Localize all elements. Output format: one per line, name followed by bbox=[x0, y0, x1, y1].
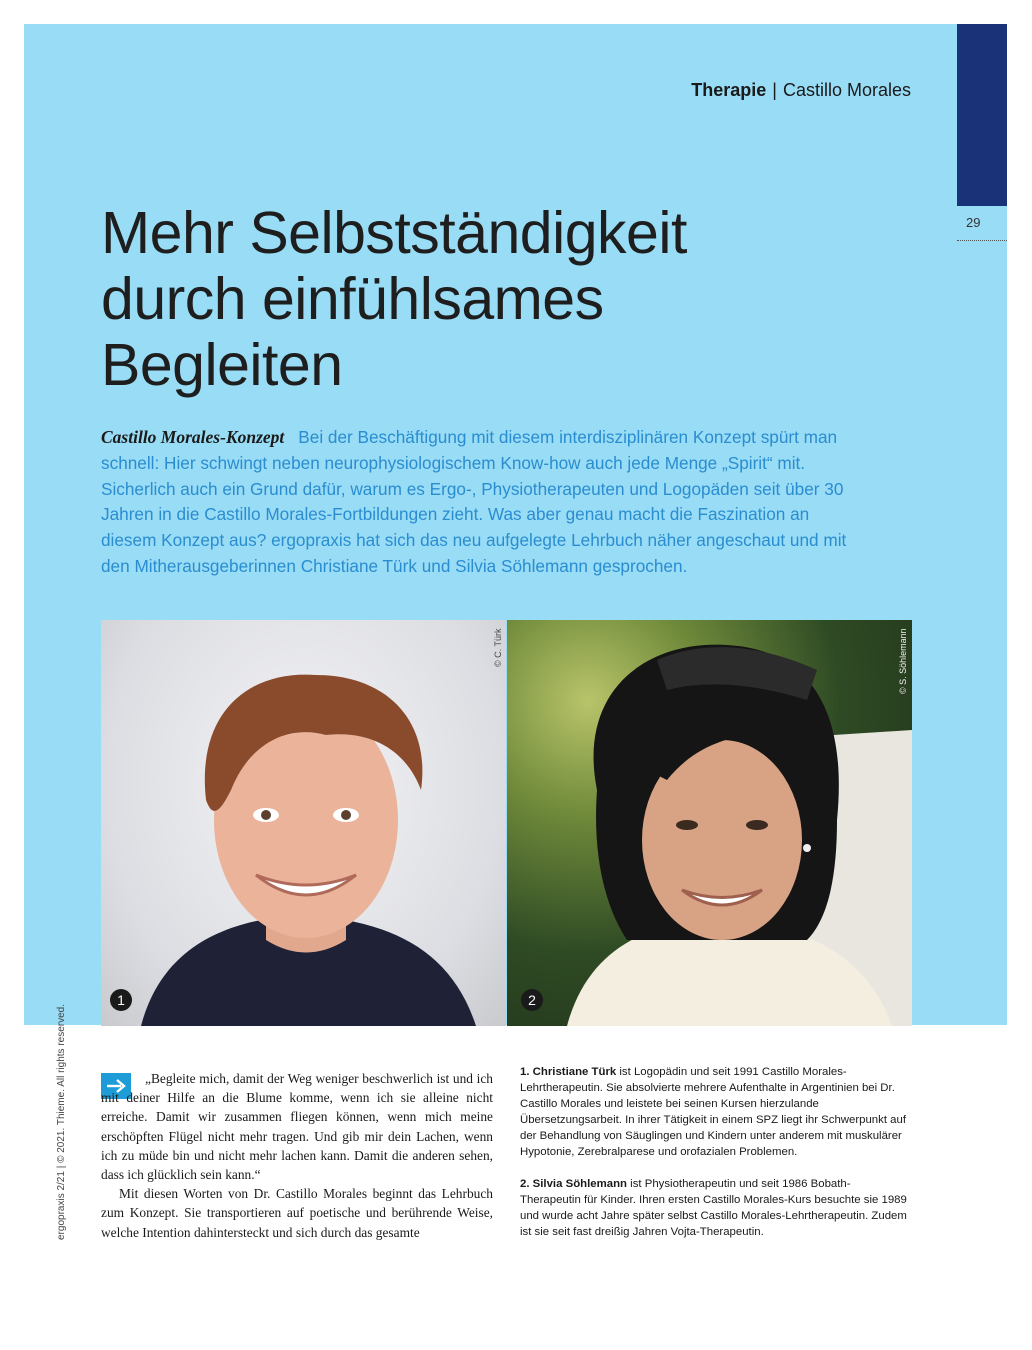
body-quote: „Begleite mich, damit der Weg weniger beschwerlich ist und ich mit deiner Hilfe an die Blume komme, wenn ich sie alleine nicht erreiche. Damit wir zusammen fliegen können, wenn mich meine erschöpften Flügel nicht mehr tragen. Und gib mir dein Lachen, wenn ich zu müde bin und nicht mehr lachen kann. Damit die anderen sehen, dass ich glücklich sein kann.“ bbox=[101, 1071, 493, 1183]
section-separator: | bbox=[772, 80, 777, 100]
section-label: Therapie bbox=[691, 80, 767, 100]
portrait-photo-silvia-sohlemann bbox=[507, 620, 912, 1026]
photo-number-badge-2: 2 bbox=[521, 989, 543, 1011]
article-kicker: Castillo Morales-Konzept bbox=[101, 427, 285, 447]
title-line-1: Mehr Selbstständigkeit bbox=[101, 200, 687, 266]
caption-2 bbox=[520, 1176, 910, 1240]
title-line-3: Begleiten bbox=[101, 332, 343, 398]
article-title bbox=[101, 200, 861, 398]
portrait-photo-christiane-turk bbox=[101, 620, 506, 1026]
photo-number-badge-1: 1 bbox=[110, 989, 132, 1011]
photo-credit-2: © S. Söhlemann bbox=[898, 628, 908, 694]
body-paragraph: Mit diesen Worten von Dr. Castillo Morales beginnt das Lehrbuch zum Konzept. Sie transportieren auf poetische und berührende Weise, welche Intention dahintersteckt und sich durch das gesamte bbox=[101, 1186, 493, 1240]
photo-credit-1: © C. Türk bbox=[493, 628, 503, 667]
section-header bbox=[691, 80, 911, 101]
caption-2-name: Silvia Söhlemann bbox=[532, 1178, 627, 1190]
section-color-tab bbox=[957, 24, 1007, 206]
portrait-illustration-1 bbox=[101, 620, 506, 1026]
caption-1-number: 1. bbox=[520, 1066, 530, 1078]
caption-1-name: Christiane Türk bbox=[532, 1066, 617, 1078]
caption-2-number: 2. bbox=[520, 1178, 530, 1190]
page-number: 29 bbox=[966, 215, 981, 230]
title-line-2: durch einfühlsames bbox=[101, 266, 604, 332]
lead-text: Bei der Beschäftigung mit diesem interdisziplinären Konzept spürt man schnell: Hier schwingt neben neurophysiologischem Know-how auch jede Menge „Spirit“ mit. Sicherlich auch ein Grund dafür, warum es Ergo-, Physiotherapeuten und Logopäden seit über 30 Jahren in die Castillo Morales-Fortbildungen zieht. Was aber genau macht die Faszination an diesem Konzept aus? ergopraxis hat sich das neu aufgelegte Lehrbuch näher angeschaut und mit den Mitherausgeberinnen Christiane Türk und Silvia Söhlemann gesprochen. bbox=[101, 427, 847, 576]
caption-2-text: ist Physiotherapeutin und seit 1986 Bobath-Therapeutin für Kinder. Ihren ersten Castillo Morales-Kurs besuchte sie 1989 und wurde acht Jahre später selbst Castillo Morales-Lehrtherapeutin. Zudem ist sie seit fast dreißig Jahren Vojta-Therapeutin. bbox=[520, 1178, 907, 1238]
caption-1-text: ist Logopädin und seit 1991 Castillo Morales-Lehrtherapeutin. Sie absolvierte mehrere Aufenthalte in Argentinien bei Dr. Castillo Morales und leistete bei seinen Kursen hierzulande Übersetzungsarbeit. In ihrer Tätigkeit in einem SPZ liegt ihr Schwerpunkt auf der Behandlung von Säuglingen und Kindern unter anderem mit muskulärer Hypotonie, Zerebralparese und orofazialen Problemen. bbox=[520, 1066, 906, 1158]
copyright-note: ergopraxis 2/21 | © 2021. Thieme. All rights reserved. bbox=[56, 1003, 67, 1240]
caption-1 bbox=[520, 1064, 910, 1160]
article-body bbox=[101, 1069, 493, 1242]
portrait-illustration-2 bbox=[507, 620, 912, 1026]
article-lead bbox=[101, 425, 861, 580]
section-topic: Castillo Morales bbox=[782, 80, 911, 100]
page-number-divider bbox=[957, 240, 1007, 241]
photo-captions bbox=[520, 1064, 910, 1256]
